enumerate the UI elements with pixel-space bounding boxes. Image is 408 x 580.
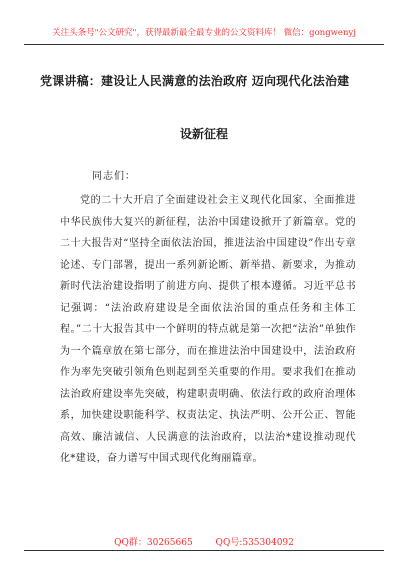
body-paragraph: 党的二十大开启了全面建设社会主义现代化国家、全面推进中华民族伟大复兴的新征程，法治中国建设掀开了新篇章。党的二十大报告对“坚持全面依法治国，推进法治中国建设”作出专章论述、专门部署，提出一系列新论断、新举措、新要求，为推动新时代法治建设指明了前进方向、提供了根本遵循。习近平总书记强调：“法治政府建设是全面依法治国的重点任务和主体工程。”二十大报告其中一个鲜明的特点就是第一次把“法治”单独作为一个篇章放在第七部分，而在推进法治中国建设中，法治政府作为率先突破引领角色则起到至关重要的作用。要求我们在推动法治政府建设率先突破，构建职责明确、依法行政的政府治理体系，加快建设职能科学、权责法定、执法严明、公开公正、智能高效、廉洁诚信、人民满意的法治政府，以法治*建设推动现代化*建设，奋力谱写中国式现代化绚丽篇章。 — [60, 195, 356, 464]
header-divider — [24, 44, 384, 45]
footer-contact: QQ群：30265665 QQ号:535304092 — [114, 538, 294, 548]
document-title-continued: 设新征程 — [179, 127, 228, 141]
salutation: 同志们： — [92, 171, 136, 182]
document-title: 党课讲稿：建设让人民满意的法治政府 迈向现代化法治建 — [40, 74, 350, 88]
header-promo-text: 关注头条号"公文研究"，获得最新最全最专业的公文资料库！ 微信：gongwenyj — [52, 28, 356, 38]
footer-divider — [24, 550, 384, 551]
